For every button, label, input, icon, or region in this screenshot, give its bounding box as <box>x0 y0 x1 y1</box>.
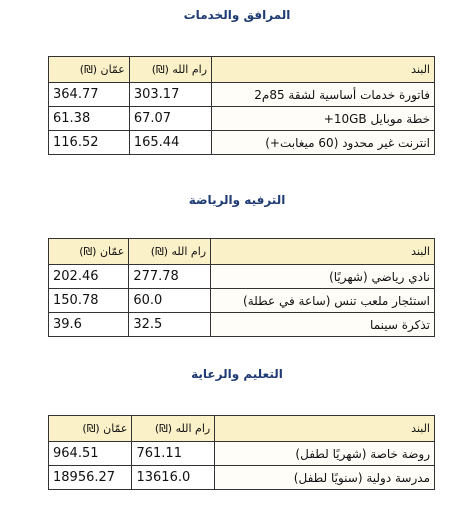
header-ramallah: رام الله (₪) <box>132 416 215 442</box>
amman-value: 61.38 <box>49 107 130 131</box>
table-row <box>49 289 435 313</box>
leisure-table <box>48 238 435 337</box>
header-amman: عمّان (₪) <box>49 239 129 265</box>
header-ramallah: رام الله (₪) <box>129 239 211 265</box>
ramallah-value: 761.11 <box>132 442 215 466</box>
item-cell: تذكرة سينما <box>211 313 435 337</box>
header-amman: عمّان (₪) <box>49 57 130 83</box>
ramallah-value: 67.07 <box>129 107 211 131</box>
ramallah-value: 303.17 <box>129 83 211 107</box>
section-title-education: التعليم والرعاية <box>191 367 283 381</box>
utilities-table <box>48 56 435 155</box>
header-item: البند <box>212 57 435 83</box>
table-row <box>49 313 435 337</box>
amman-value: 116.52 <box>49 131 130 155</box>
header-amman: عمّان (₪) <box>49 416 132 442</box>
item-cell: استئجار ملعب تنس (ساعة في عطلة) <box>211 289 435 313</box>
ramallah-value: 277.78 <box>129 265 211 289</box>
amman-value: 964.51 <box>49 442 132 466</box>
header-ramallah: رام الله (₪) <box>129 57 211 83</box>
table-row <box>49 265 435 289</box>
section-title-leisure: الترفيه والرياضة <box>188 193 286 207</box>
item-cell: خطة موبايل 10GB+ <box>212 107 435 131</box>
education-table <box>48 415 435 490</box>
table-row <box>49 131 435 155</box>
table-header-row <box>49 57 435 83</box>
table-header-row <box>49 239 435 265</box>
amman-value: 202.46 <box>49 265 129 289</box>
ramallah-value: 13616.0 <box>132 466 215 490</box>
item-cell: مدرسة دولية (سنويًا لطفل) <box>215 466 435 490</box>
amman-value: 364.77 <box>49 83 130 107</box>
table-row <box>49 466 435 490</box>
ramallah-value: 32.5 <box>129 313 211 337</box>
ramallah-value: 60.0 <box>129 289 211 313</box>
item-cell: فاتورة خدمات أساسية لشقة 85م2 <box>212 83 435 107</box>
header-item: البند <box>211 239 435 265</box>
item-cell: نادي رياضي (شهريًا) <box>211 265 435 289</box>
item-cell: انترنت غير محدود (60 ميغابت+) <box>212 131 435 155</box>
table-row <box>49 83 435 107</box>
section-title-utilities: المرافق والخدمات <box>183 8 291 22</box>
amman-value: 150.78 <box>49 289 129 313</box>
table-row <box>49 107 435 131</box>
table-row <box>49 442 435 466</box>
header-item: البند <box>215 416 435 442</box>
amman-value: 39.6 <box>49 313 129 337</box>
ramallah-value: 165.44 <box>129 131 211 155</box>
amman-value: 18956.27 <box>49 466 132 490</box>
table-header-row <box>49 416 435 442</box>
item-cell: روضة خاصة (شهريًا لطفل) <box>215 442 435 466</box>
